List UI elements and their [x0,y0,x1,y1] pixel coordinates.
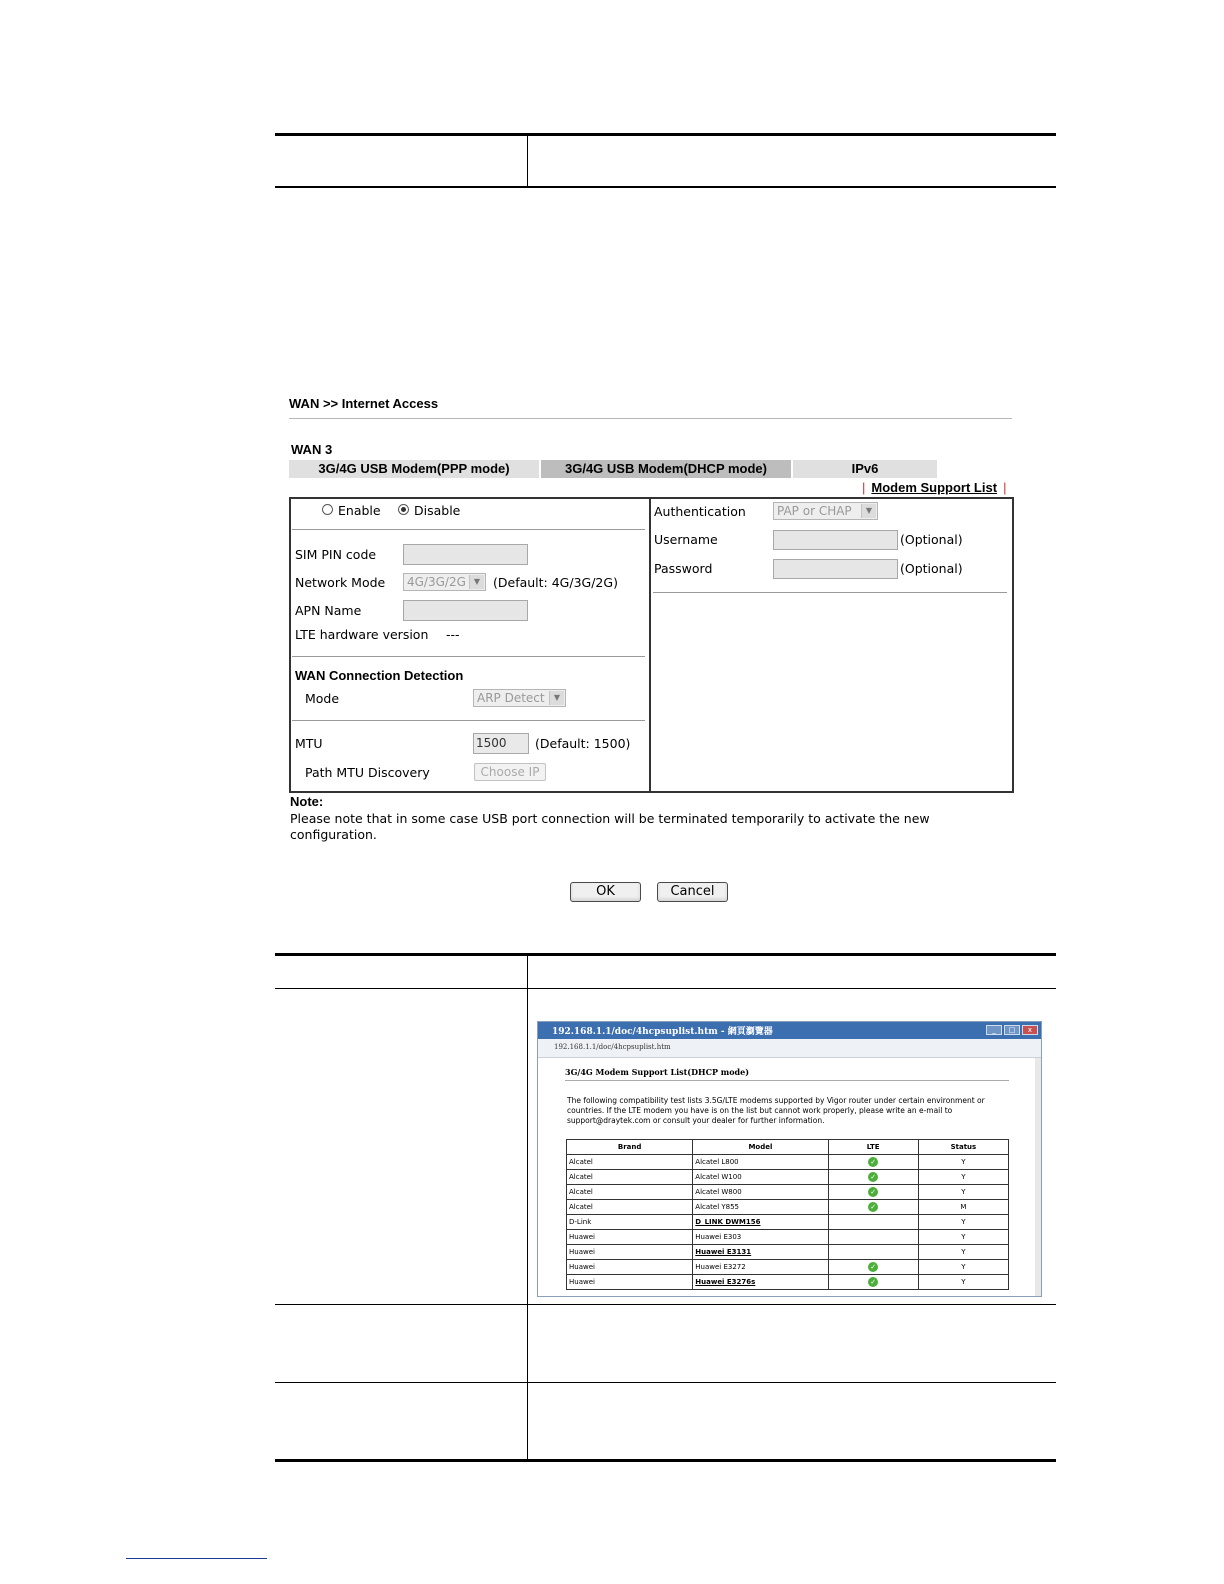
chevron-down-icon: ▼ [861,504,876,518]
model-cell: Alcatel W100 [693,1170,828,1185]
doc-table-bottom-rule [275,186,1056,188]
table-row [567,1245,1009,1260]
lte-cell [828,1155,918,1170]
network-mode-default: (Default: 4G/3G/2G) [493,575,618,590]
table-row [567,1185,1009,1200]
popup-divider [565,1080,1009,1081]
doc-table-bottom-rule [275,1459,1056,1462]
panel-column-divider [649,497,651,791]
lte-cell [828,1170,918,1185]
authentication-value: PAP or CHAP [777,504,852,518]
status-cell: Y [918,1245,1008,1260]
popup-title: 192.168.1.1/doc/4hcpsuplist.htm - 網頁瀏覽器 [552,1027,773,1037]
footer-link-underline [126,1558,267,1559]
doc-table-top-rule [275,133,1056,136]
disable-label: Disable [414,503,461,518]
model-link[interactable]: Huawei E3131 [693,1245,828,1260]
link-separator: | [862,480,866,495]
mtu-input[interactable]: 1500 [473,733,529,754]
doc-table-row-rule [275,988,1056,989]
brand-cell: D-Link [567,1215,693,1230]
popup-heading: 3G/4G Modem Support List(DHCP mode) [565,1067,750,1077]
table-row [567,1155,1009,1170]
lte-cell [828,1185,918,1200]
username-input[interactable] [773,530,898,550]
enable-radio[interactable] [322,504,333,515]
note-title: Note: [290,794,324,809]
lte-cell [828,1275,918,1290]
table-header-row [567,1140,1009,1155]
col-model: Model [693,1140,828,1155]
wan-title: WAN 3 [291,442,333,457]
popup-intro: The following compatibility test lists 3.5G/LTE modems supported by Vigor router under certain environment or countries. If the LTE modem you have is on the list but cannot work properly, please write an e-mail to support@draytek.com or consult your dealer for further information. [567,1096,985,1125]
model-cell: Alcatel L800 [693,1155,828,1170]
status-cell: Y [918,1275,1008,1290]
check-icon: ✓ [868,1157,878,1167]
popup-address: 192.168.1.1/doc/4hcpsuplist.htm [554,1043,671,1051]
model-cell: Huawei E3272 [693,1260,828,1275]
doc-table-column-divider [527,956,528,1460]
radio-selected-dot [401,507,406,512]
check-icon: ✓ [868,1202,878,1212]
path-mtu-label: Path MTU Discovery [305,765,430,780]
network-mode-value: 4G/3G/2G [407,575,466,589]
password-label: Password [654,561,713,576]
sim-pin-input[interactable] [403,544,528,565]
table-row [567,1215,1009,1230]
authentication-label: Authentication [654,504,746,519]
model-cell: Alcatel W800 [693,1185,828,1200]
check-icon: ✓ [868,1262,878,1272]
authentication-select[interactable] [773,502,878,520]
col-status: Status [918,1140,1008,1155]
col-brand: Brand [567,1140,693,1155]
apn-name-input[interactable] [403,600,528,621]
status-cell: Y [918,1185,1008,1200]
tab-ipv6[interactable]: IPv6 [793,460,937,478]
maximize-icon[interactable]: □ [1004,1025,1020,1035]
cancel-button[interactable]: Cancel [657,882,728,902]
status-cell: Y [918,1215,1008,1230]
modem-support-popup [537,1021,1042,1297]
lte-cell [828,1215,918,1230]
brand-cell: Huawei [567,1260,693,1275]
username-optional: (Optional) [900,532,963,547]
wan-detection-title: WAN Connection Detection [295,668,464,683]
disable-radio[interactable] [398,504,409,515]
network-mode-label: Network Mode [295,575,386,590]
popup-address-bar[interactable] [538,1039,1041,1058]
status-cell: Y [918,1155,1008,1170]
check-icon: ✓ [868,1172,878,1182]
note-text: Please note that in some case USB port connection will be terminated temporarily to activate the new configuration. [290,811,930,842]
doc-table-top-rule [275,953,1056,956]
detection-mode-select[interactable] [473,689,566,707]
brand-cell: Alcatel [567,1170,693,1185]
link-separator: | [1003,480,1007,495]
chevron-down-icon: ▼ [469,575,484,589]
tab-dhcp-mode[interactable]: 3G/4G USB Modem(DHCP mode) [541,460,791,478]
status-cell: M [918,1200,1008,1215]
brand-cell: Huawei [567,1245,693,1260]
network-mode-select[interactable] [403,573,486,591]
model-link[interactable]: Huawei E3276s [693,1275,828,1290]
brand-cell: Huawei [567,1275,693,1290]
check-icon: ✓ [868,1187,878,1197]
detection-mode-label: Mode [305,691,340,706]
model-cell: Huawei E303 [693,1230,828,1245]
doc-table-row-rule [275,1382,1056,1383]
table-row [567,1230,1009,1245]
brand-cell: Huawei [567,1230,693,1245]
col-lte: LTE [828,1140,918,1155]
modem-support-list-bar [862,480,1006,495]
password-input[interactable] [773,559,898,579]
table-row [567,1260,1009,1275]
section-divider [292,529,645,530]
lte-cell [828,1245,918,1260]
modem-support-table [566,1139,1009,1290]
breadcrumb-divider [289,418,1012,419]
doc-table-column-divider [527,136,528,186]
mtu-default: (Default: 1500) [535,736,631,751]
model-link[interactable]: D_LINK DWM156 [693,1215,828,1230]
popup-scrollbar[interactable] [1035,1058,1041,1296]
brand-cell: Alcatel [567,1155,693,1170]
detection-mode-value: ARP Detect [477,691,545,705]
lte-hardware-label: LTE hardware version [295,627,429,642]
section-divider [292,720,645,721]
doc-table-row-rule [275,1304,1056,1305]
lte-hardware-value: --- [446,627,460,642]
status-cell: Y [918,1170,1008,1185]
brand-cell: Alcatel [567,1200,693,1215]
apn-name-label: APN Name [295,603,362,618]
sim-pin-label: SIM PIN code [295,547,377,562]
status-cell: Y [918,1230,1008,1245]
mtu-label: MTU [295,736,323,751]
model-cell: Alcatel Y855 [693,1200,828,1215]
lte-cell [828,1200,918,1215]
status-cell: Y [918,1260,1008,1275]
chevron-down-icon: ▼ [549,691,564,705]
choose-ip-button[interactable]: Choose IP [474,763,546,781]
tab-ppp-mode[interactable]: 3G/4G USB Modem(PPP mode) [289,460,539,478]
brand-cell: Alcatel [567,1185,693,1200]
modem-table-body [567,1155,1009,1290]
table-row [567,1170,1009,1185]
breadcrumb: WAN >> Internet Access [289,396,439,411]
close-icon[interactable]: x [1022,1025,1038,1035]
enable-label: Enable [338,503,381,518]
check-icon: ✓ [868,1277,878,1287]
minimize-icon[interactable]: _ [986,1025,1002,1035]
section-divider [292,656,645,657]
ok-button[interactable]: OK [570,882,641,902]
lte-cell [828,1260,918,1275]
password-optional: (Optional) [900,561,963,576]
username-label: Username [654,532,718,547]
table-row [567,1200,1009,1215]
table-row [567,1275,1009,1290]
section-divider [653,592,1007,593]
lte-cell [828,1230,918,1245]
popup-titlebar [538,1022,1041,1039]
modem-support-list-link[interactable]: Modem Support List [871,480,998,495]
